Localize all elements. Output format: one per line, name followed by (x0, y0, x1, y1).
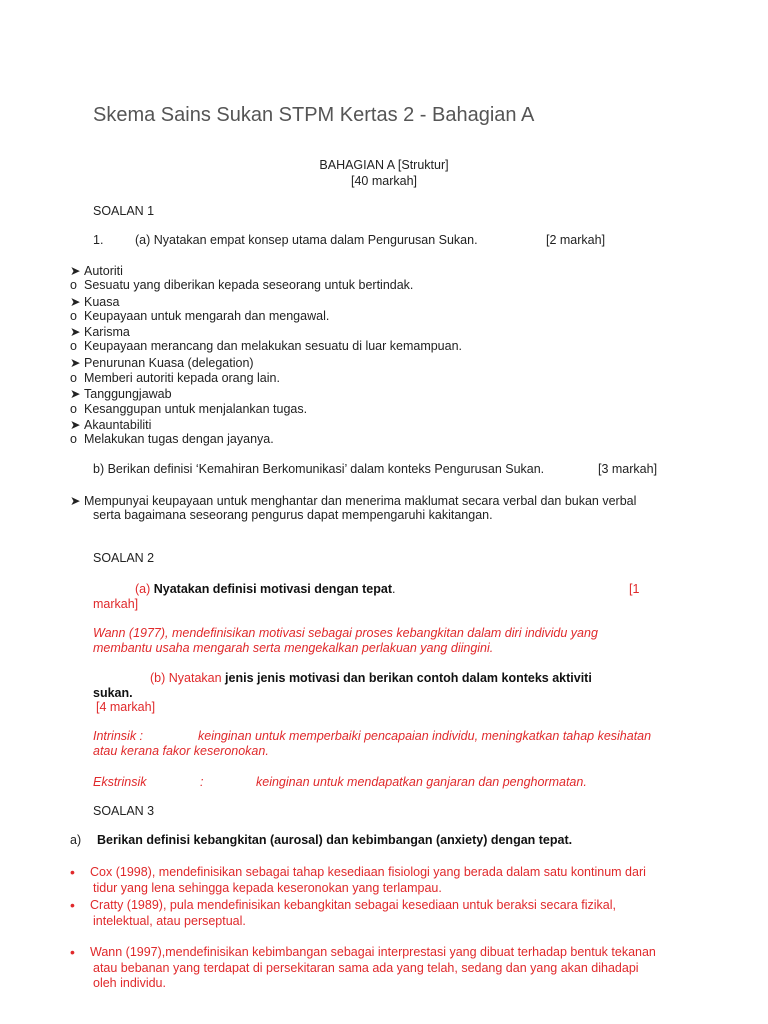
question-1b-text: b) Berikan definisi ‘Kemahiran Berkomunikasi’ dalam konteks Pengurusan Sukan. (93, 462, 545, 476)
ekstrinsik-colon: : (200, 775, 204, 789)
list-item: o Sesuatu yang diberikan kepada seseorang untuk bertindak. (70, 278, 414, 292)
list-item: ➤ Autoriti (70, 264, 123, 278)
document-title: Skema Sains Sukan STPM Kertas 2 - Bahagian A (93, 104, 535, 126)
list-item: o Memberi autoriti kepada orang lain. (70, 371, 280, 385)
question-2-label: SOALAN 2 (93, 551, 155, 565)
bullet-icon: • (70, 897, 75, 913)
list-item: o Keupayaan merancang dan melakukan sesuatu di luar kemampuan. (70, 339, 463, 353)
intrinsik-answer: keinginan untuk memperbaiki pencapaian individu, meningkatkan tahap kesihatan (198, 729, 652, 743)
answer-2a-line: Wann (1977), mendefinisikan motivasi sebagai proses kebangkitan dalam diri individu yang (93, 626, 598, 640)
bullet-icon: • (70, 944, 75, 960)
arrow-bullet-icon: ➤ (70, 325, 81, 339)
circle-bullet-icon: o (70, 402, 77, 416)
list-item: o Keupayaan untuk mengarah dan mengawal. (70, 309, 330, 323)
section-marks: [40 markah] (350, 174, 417, 188)
question-3a-label: a) (70, 833, 82, 847)
bullet-icon: • (70, 864, 75, 880)
answer-3a-line: tidur yang lena sehingga kepada keseronokan yang terlampau. (93, 881, 442, 895)
question-2b-marks: [4 markah] (96, 700, 156, 714)
intrinsik-label: Intrinsik : (93, 729, 144, 743)
question-3-label: SOALAN 3 (93, 804, 155, 818)
arrow-bullet-icon: ➤ (70, 264, 81, 278)
arrow-bullet-icon: ➤ (70, 356, 81, 370)
answer-3a-line: Cox (1998), mendefinisikan sebagai tahap kesediaan fisiologi yang berada dalam satu kontinum dari (90, 865, 646, 879)
list-item: ➤ Tanggungjawab (70, 387, 172, 401)
answer-2a-line: membantu usaha mengarah serta mengekalkan perlakuan yang diingini. (93, 641, 494, 655)
circle-bullet-icon: o (70, 278, 77, 292)
ekstrinsik-answer: keinginan untuk mendapatkan ganjaran dan penghormatan. (256, 775, 587, 789)
question-1a-marks: [2 markah] (546, 233, 606, 247)
section-heading: BAHAGIAN A [Struktur] (319, 158, 449, 172)
question-2b-text: (b) Nyatakan jenis jenis motivasi dan berikan contoh dalam konteks aktiviti (150, 671, 592, 685)
answer-1b-line: ➤ Mempunyai keupayaan untuk menghantar dan menerima maklumat secara verbal dan bukan verbal (70, 494, 637, 508)
question-1-number: 1. (93, 233, 104, 247)
question-1a-text: (a) Nyatakan empat konsep utama dalam Pengurusan Sukan. (135, 233, 478, 247)
question-2a-marks: markah] (93, 597, 139, 611)
answer-1b-line: serta bagaimana seseorang pengurus dapat mempengaruhi kakitangan. (93, 508, 493, 522)
circle-bullet-icon: o (70, 339, 77, 353)
arrow-bullet-icon: ➤ (70, 418, 81, 432)
list-item: o Melakukan tugas dengan jayanya. (70, 432, 274, 446)
list-item: ➤ Penurunan Kuasa (delegation) (70, 356, 254, 370)
question-1b-marks: [3 markah] (598, 462, 658, 476)
answer-3a-line: Wann (1997),mendefinisikan kebimbangan sebagai interprestasi yang dibuat terhadap bentuk tekanan (90, 945, 656, 959)
answer-3a-line: oleh individu. (93, 976, 166, 990)
ekstrinsik-label: Ekstrinsik (93, 775, 147, 789)
question-3a-text: Berikan definisi kebangkitan (aurosal) dan kebimbangan (anxiety) dengan tepat. (97, 833, 573, 847)
circle-bullet-icon: o (70, 309, 77, 323)
arrow-bullet-icon: ➤ (70, 494, 81, 508)
list-item: ➤ Kuasa (70, 295, 120, 309)
answer-3a-line: intelektual, atau perseptual. (93, 914, 246, 928)
list-item: o Kesanggupan untuk menjalankan tugas. (70, 402, 308, 416)
answer-3a-line: Cratty (1989), pula mendefinisikan kebangkitan sebagai kesediaan untuk beraksi secara fizikal, (90, 898, 616, 912)
list-item: ➤ Karisma (70, 325, 130, 339)
question-2b-text: sukan. (93, 686, 133, 700)
intrinsik-answer: atau kerana fakor keseronokan. (93, 744, 269, 758)
question-1-label: SOALAN 1 (93, 204, 155, 218)
list-item: ➤ Akauntabiliti (70, 418, 152, 432)
answer-3a-line: atau bebanan yang terdapat di persekitaran sama ada yang telah, sedang dan yang akan dihadapi (93, 961, 639, 975)
question-2a-marks: [1 (629, 582, 640, 596)
circle-bullet-icon: o (70, 371, 77, 385)
circle-bullet-icon: o (70, 432, 77, 446)
arrow-bullet-icon: ➤ (70, 387, 81, 401)
arrow-bullet-icon: ➤ (70, 295, 81, 309)
question-2a-text: (a) Nyatakan definisi motivasi dengan tepat. (135, 582, 396, 596)
